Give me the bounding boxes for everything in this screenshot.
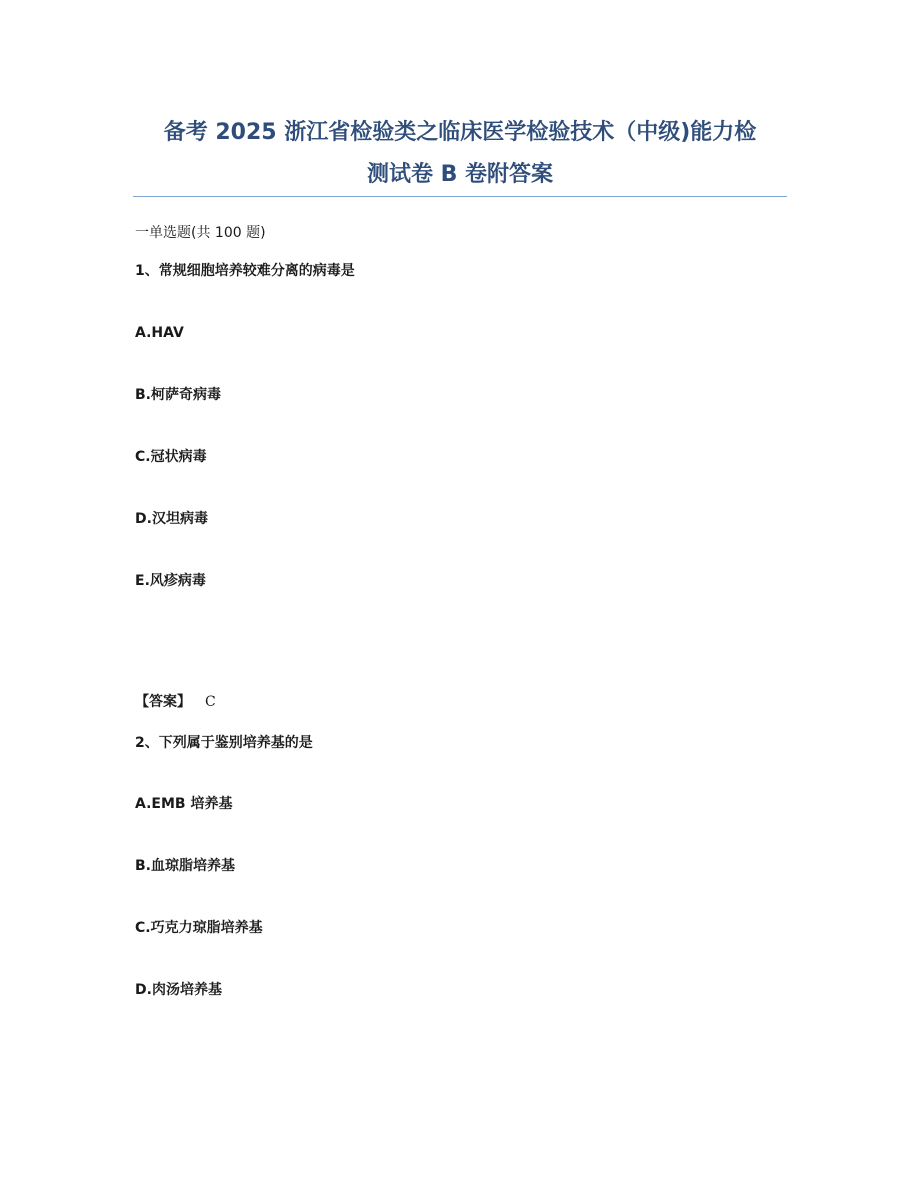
question-1-option-a: A.HAV bbox=[135, 325, 184, 341]
title-line-1: 备考 2025 浙江省检验类之临床医学检验技术（中级)能力检 bbox=[163, 120, 757, 145]
title-divider bbox=[133, 196, 787, 197]
question-2-option-a: A.EMB 培养基 bbox=[135, 796, 233, 812]
answer-label: 【答案】 bbox=[135, 694, 191, 710]
question-1-stem: 1、常规细胞培养较难分离的病毒是 bbox=[135, 263, 355, 279]
question-2-option-d: D.肉汤培养基 bbox=[135, 982, 222, 998]
question-2-stem: 2、下列属于鉴别培养基的是 bbox=[135, 735, 313, 751]
question-2-option-b: B.血琼脂培养基 bbox=[135, 858, 235, 874]
question-1-option-c: C.冠状病毒 bbox=[135, 449, 207, 465]
question-1-option-e: E.风疹病毒 bbox=[135, 573, 206, 589]
document-title bbox=[133, 112, 787, 196]
question-2-option-c: C.巧克力琼脂培养基 bbox=[135, 920, 263, 936]
answer-value: C bbox=[205, 694, 216, 710]
question-1-answer bbox=[135, 692, 216, 712]
section-heading: 一单选题(共 100 题) bbox=[135, 225, 266, 241]
question-1-option-b: B.柯萨奇病毒 bbox=[135, 387, 221, 403]
question-1-option-d: D.汉坦病毒 bbox=[135, 511, 208, 527]
title-line-2: 测试卷 B 卷附答案 bbox=[366, 162, 554, 187]
